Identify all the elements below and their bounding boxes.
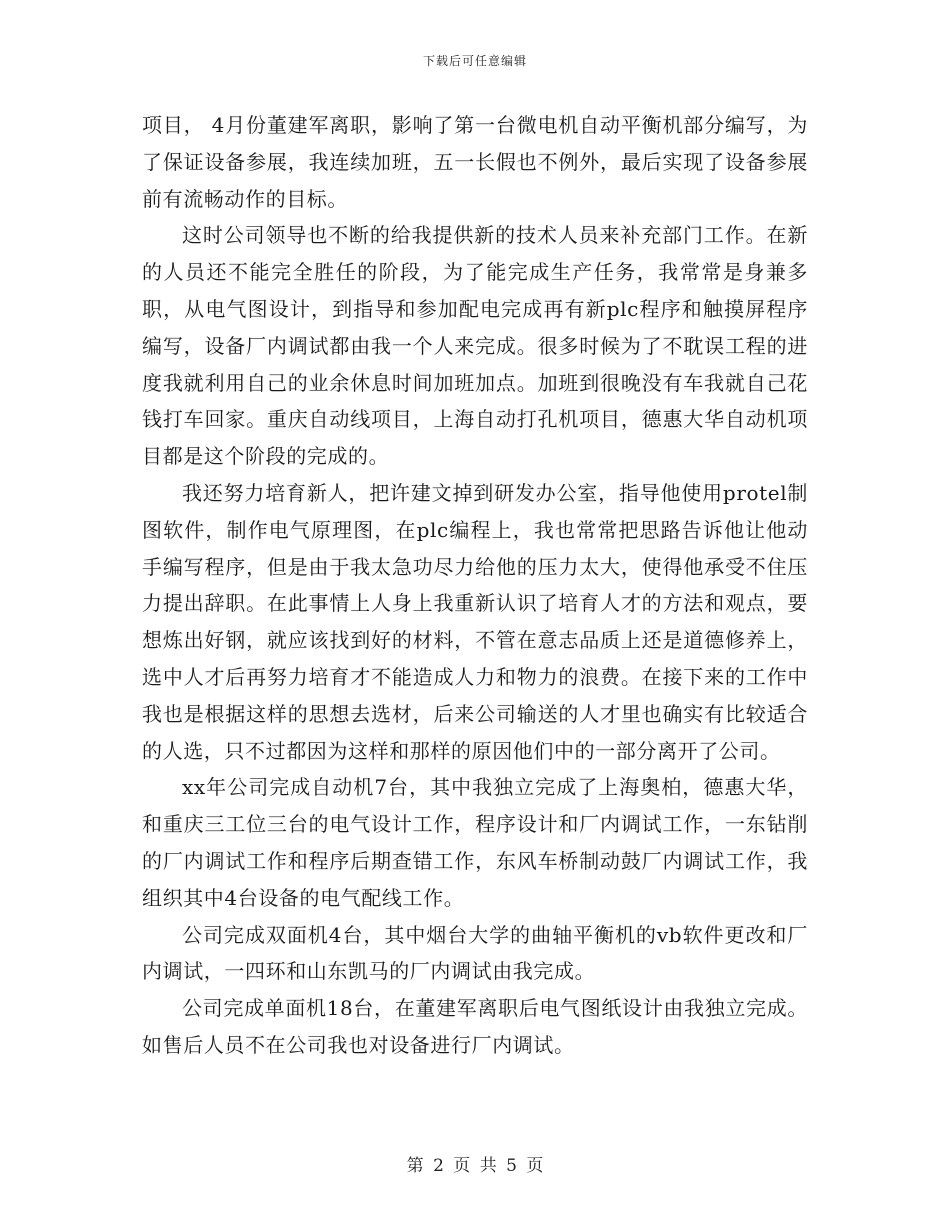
document-body: [142, 107, 808, 1064]
paragraph: 我还努力培育新人，把许建文掉到研发办公室，指导他使用protel制图软件，制作电气原理图，在plc编程上，我也常常把思路告诉他让他动手编写程序，但是由于我太急功尽力给他的压力太大，使得他承受不住压力提出辞职。在此事情上人身上我重新认识了培育人才的方法和观点，要想炼出好钢，就应该找到好的材料，不管在意志品质上还是道德修养上，选中人才后再努力培育才不能造成人力和物力的浪费。在接下来的工作中我也是根据这样的思想去选材，后来公司输送的人才里也确实有比较适合的人选，只不过都因为这样和那样的原因他们中的一部分离开了公司。: [142, 480, 808, 763]
paragraph: 项目， 4月份董建军离职，影响了第一台微电机自动平衡机部分编写，为了保证设备参展，我连续加班，五一长假也不例外，最后实现了设备参展前有流畅动作的目标。: [142, 113, 808, 211]
page-header: 下载后可任意编辑: [422, 54, 527, 68]
paragraph: 公司完成单面机18台，在董建军离职后电气图纸设计由我独立完成。如售后人员不在公司我也对设备进行厂内调试。: [142, 996, 808, 1057]
paragraph: 公司完成双面机4台，其中烟台大学的曲轴平衡机的vb软件更改和厂内调试，一四环和山东凯马的厂内调试由我完成。: [142, 922, 808, 984]
page-number: 第 2 页 共 5 页: [406, 1156, 544, 1176]
paragraph: 这时公司领导也不断的给我提供新的技术人员来补充部门工作。在新的人员还不能完全胜任的阶段，为了能完成生产任务，我常常是身兼多职，从电气图设计，到指导和参加配电完成再有新plc程序和触摸屏程序编写，设备厂内调试都由我一个人来完成。很多时候为了不耽误工程的进度我就利用自己的业余休息时间加班加点。加班到很晚没有车我就自己花钱打车回家。重庆自动线项目，上海自动打孔机项目，德惠大华自动机项目都是这个阶段的完成的。: [142, 223, 808, 469]
paragraph: xx年公司完成自动机7台，其中我独立完成了上海奥柏，德惠大华，和重庆三工位三台的电气设计工作，程序设计和厂内调试工作，一东钻削的厂内调试工作和程序后期查错工作，东风车桥制动鼓厂内调试工作，我组织其中4台设备的电气配线工作。: [142, 775, 808, 910]
